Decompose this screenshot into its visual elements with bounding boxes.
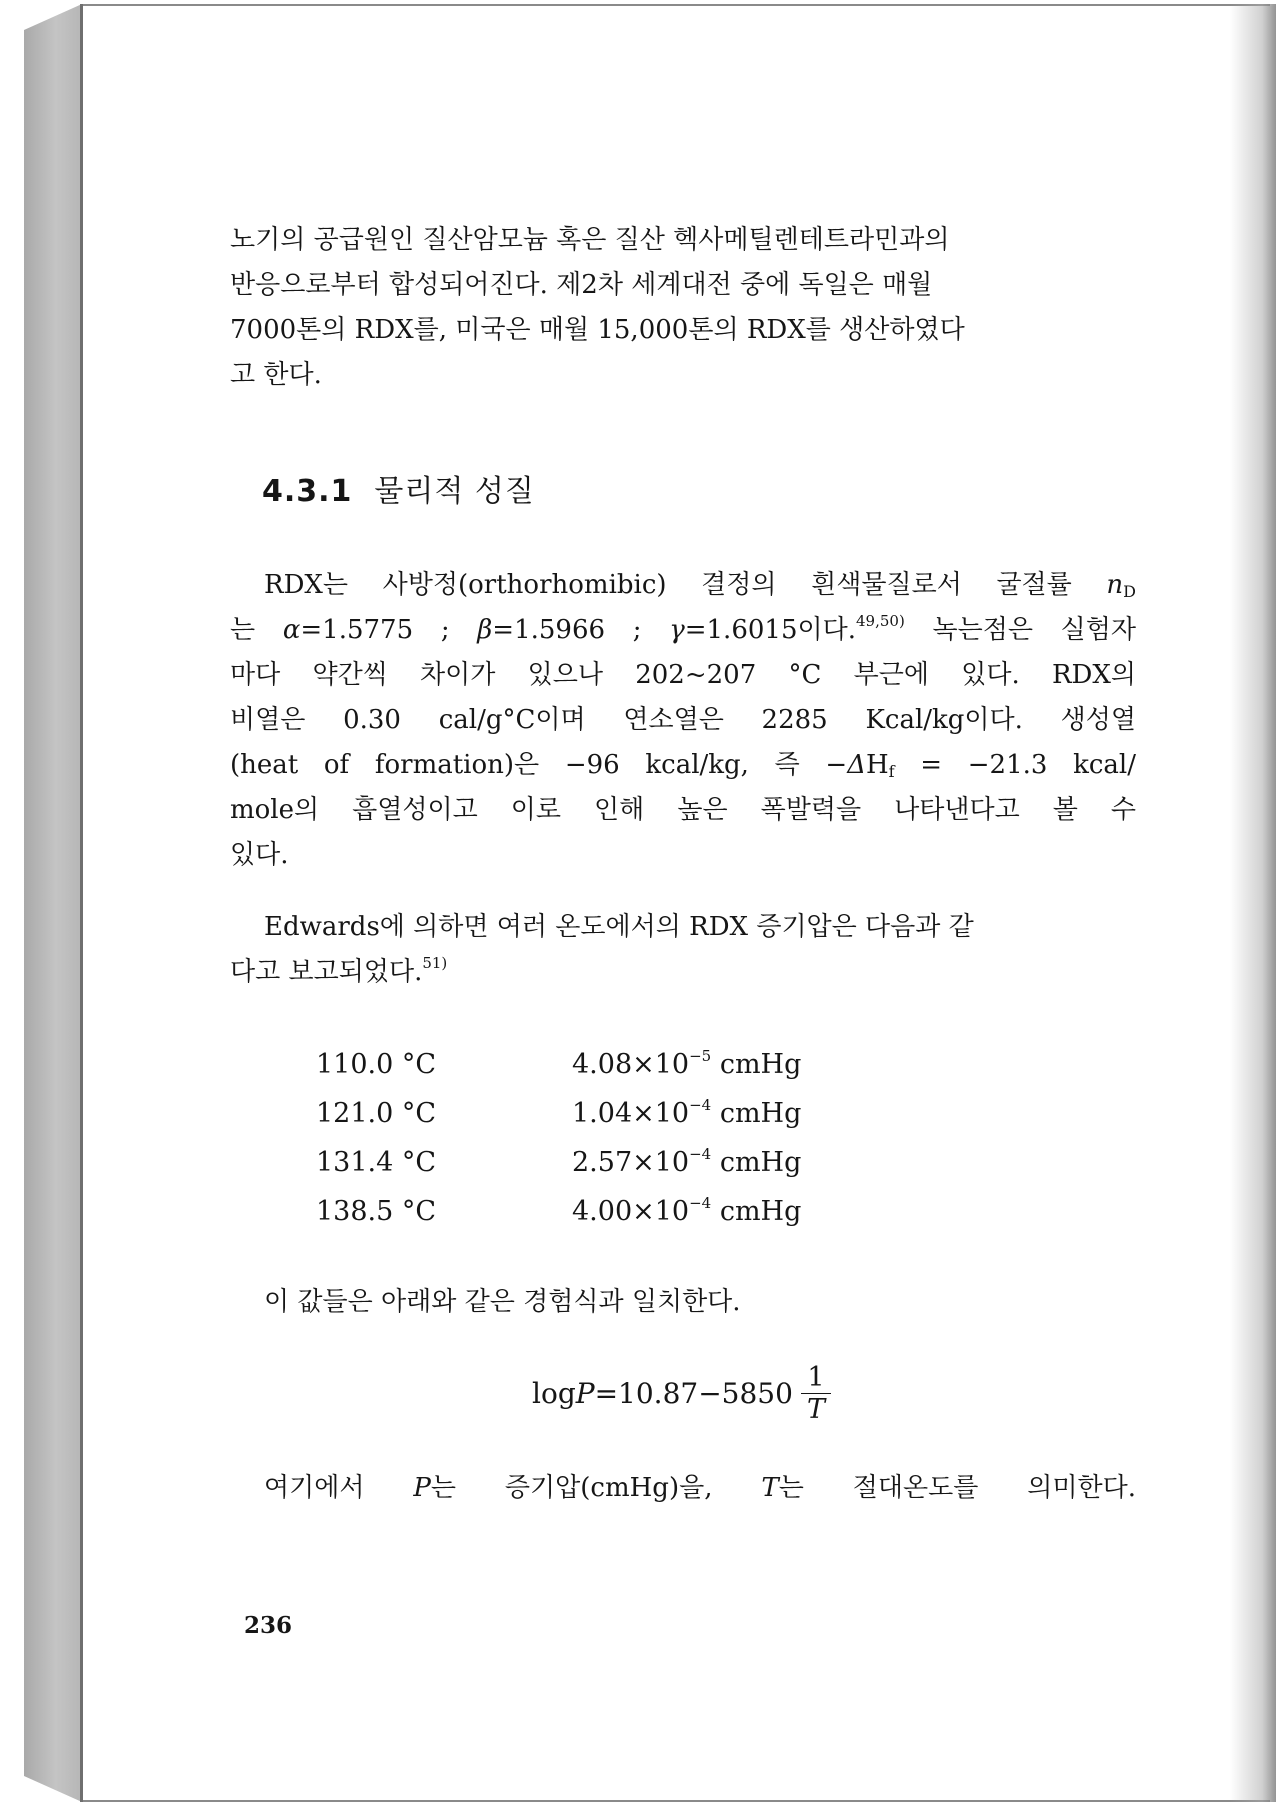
table-row [316, 1187, 801, 1236]
table-row [316, 1040, 801, 1089]
table-row [316, 1089, 801, 1138]
beta-value: =1.5966 ; [492, 615, 670, 645]
pressure-unit: cmHg [711, 1196, 802, 1227]
edwards-paragraph [230, 905, 1136, 995]
reference-marker: 51) [422, 954, 448, 972]
reference-marker: 49,50) [856, 612, 905, 630]
meaning-paragraph [230, 1466, 1136, 1511]
pressure-cell [572, 1187, 801, 1236]
formula-variable-p: P [575, 1377, 595, 1410]
text-line [230, 950, 1136, 995]
text-line: 고 한다. [230, 360, 322, 390]
pressure-unit: cmHg [711, 1147, 802, 1178]
pressure-exponent: −4 [689, 1194, 712, 1212]
variable-p: P [413, 1473, 431, 1503]
section-number: 4.3.1 [262, 474, 353, 509]
temperature-cell: 121.0 °C [316, 1098, 437, 1129]
variable-t: T [761, 1473, 779, 1503]
refractive-index-symbol: n [1106, 570, 1124, 600]
pressure-unit: cmHg [711, 1098, 802, 1129]
formula-fraction [801, 1362, 831, 1425]
text-line: mole의 흡열성이고 이로 인해 높은 폭발력을 나타낸다고 볼 수 [230, 795, 1136, 825]
fraction-numerator: 1 [807, 1362, 825, 1393]
formula-rhs: =10.87−5850 [594, 1377, 793, 1410]
fraction-denominator: T [801, 1393, 831, 1425]
empirical-intro [230, 1280, 1136, 1325]
text-span: H [865, 750, 889, 780]
subscript: D [1123, 582, 1136, 601]
section-title: 물리적 성질 [374, 474, 535, 509]
vapor-pressure-table [316, 1040, 801, 1236]
gamma-symbol: γ [669, 615, 685, 645]
text-span: = −21.3 kcal/ [894, 750, 1136, 780]
temperature-cell: 110.0 °C [316, 1049, 437, 1080]
section-heading [262, 466, 535, 510]
pressure-mantissa: 1.04×10 [572, 1098, 690, 1129]
pressure-exponent: −4 [689, 1096, 712, 1114]
text-span: RDX는 사방정(orthorhomibic) 결정의 흰색물질로서 굴절률 [264, 570, 1107, 600]
text-line [230, 1466, 1136, 1511]
text-line: 노기의 공급원인 질산암모늄 혹은 질산 헥사메틸렌테트라민과의 [230, 225, 950, 255]
text-span: (heat of formation)은 −96 kcal/kg, 즉 − [230, 750, 848, 780]
text-line: 7000톤의 RDX를, 미국은 매월 15,000톤의 RDX를 생산하였다 [230, 315, 965, 345]
book-spine [24, 4, 82, 1802]
temperature-cell: 131.4 °C [316, 1147, 437, 1178]
text-line [230, 563, 1136, 608]
pressure-mantissa: 4.08×10 [572, 1049, 690, 1080]
text-line [230, 743, 1136, 788]
page-number: 236 [244, 1612, 293, 1639]
page-edge-shadow [1230, 4, 1276, 1802]
text-line: 비열은 0.30 cal/g°C이며 연소열은 2285 Kcal/kg이다. 생성열 [230, 705, 1136, 735]
text-span: 는 증기압(cmHg)을, [430, 1473, 762, 1503]
text-span: 녹는점은 실험자 [904, 615, 1136, 645]
continuation-paragraph [230, 218, 1136, 398]
table-row [316, 1138, 801, 1187]
text-span: 는 절대온도를 의미한다. [778, 1473, 1136, 1503]
text-span: 여기에서 [264, 1473, 414, 1503]
text-span: 다고 보고되었다. [230, 957, 423, 987]
delta-symbol: Δ [847, 750, 866, 780]
physical-properties-paragraph [230, 563, 1136, 878]
pressure-mantissa: 4.00×10 [572, 1196, 690, 1227]
pressure-cell [572, 1138, 801, 1187]
temperature-cell: 138.5 °C [316, 1196, 437, 1227]
subscript: f [888, 762, 895, 781]
text-line [230, 608, 1136, 653]
pressure-exponent: −5 [689, 1047, 712, 1065]
pressure-mantissa: 2.57×10 [572, 1147, 690, 1178]
pressure-exponent: −4 [689, 1145, 712, 1163]
alpha-symbol: α [282, 615, 301, 645]
text-line: 이 값들은 아래와 같은 경험식과 일치한다. [264, 1287, 741, 1317]
spine-edge [80, 4, 83, 1802]
gamma-value: =1.6015이다. [684, 615, 856, 645]
beta-symbol: β [477, 615, 493, 645]
text-line: 있다. [230, 840, 289, 870]
text-span: 는 [230, 615, 283, 645]
pressure-unit: cmHg [711, 1049, 802, 1080]
formula-lhs: log [532, 1377, 576, 1410]
text-line: 반응으로부터 합성되어진다. 제2차 세계대전 중에 독일은 매월 [230, 270, 933, 300]
text-line: 마다 약간씩 차이가 있으나 202~207 °C 부근에 있다. RDX의 [230, 660, 1136, 690]
pressure-cell [572, 1040, 801, 1089]
pressure-cell [572, 1089, 801, 1138]
empirical-formula [532, 1362, 831, 1425]
text-line: Edwards에 의하면 여러 온도에서의 RDX 증기압은 다음과 같 [264, 912, 974, 942]
alpha-value: =1.5775 ; [300, 615, 478, 645]
